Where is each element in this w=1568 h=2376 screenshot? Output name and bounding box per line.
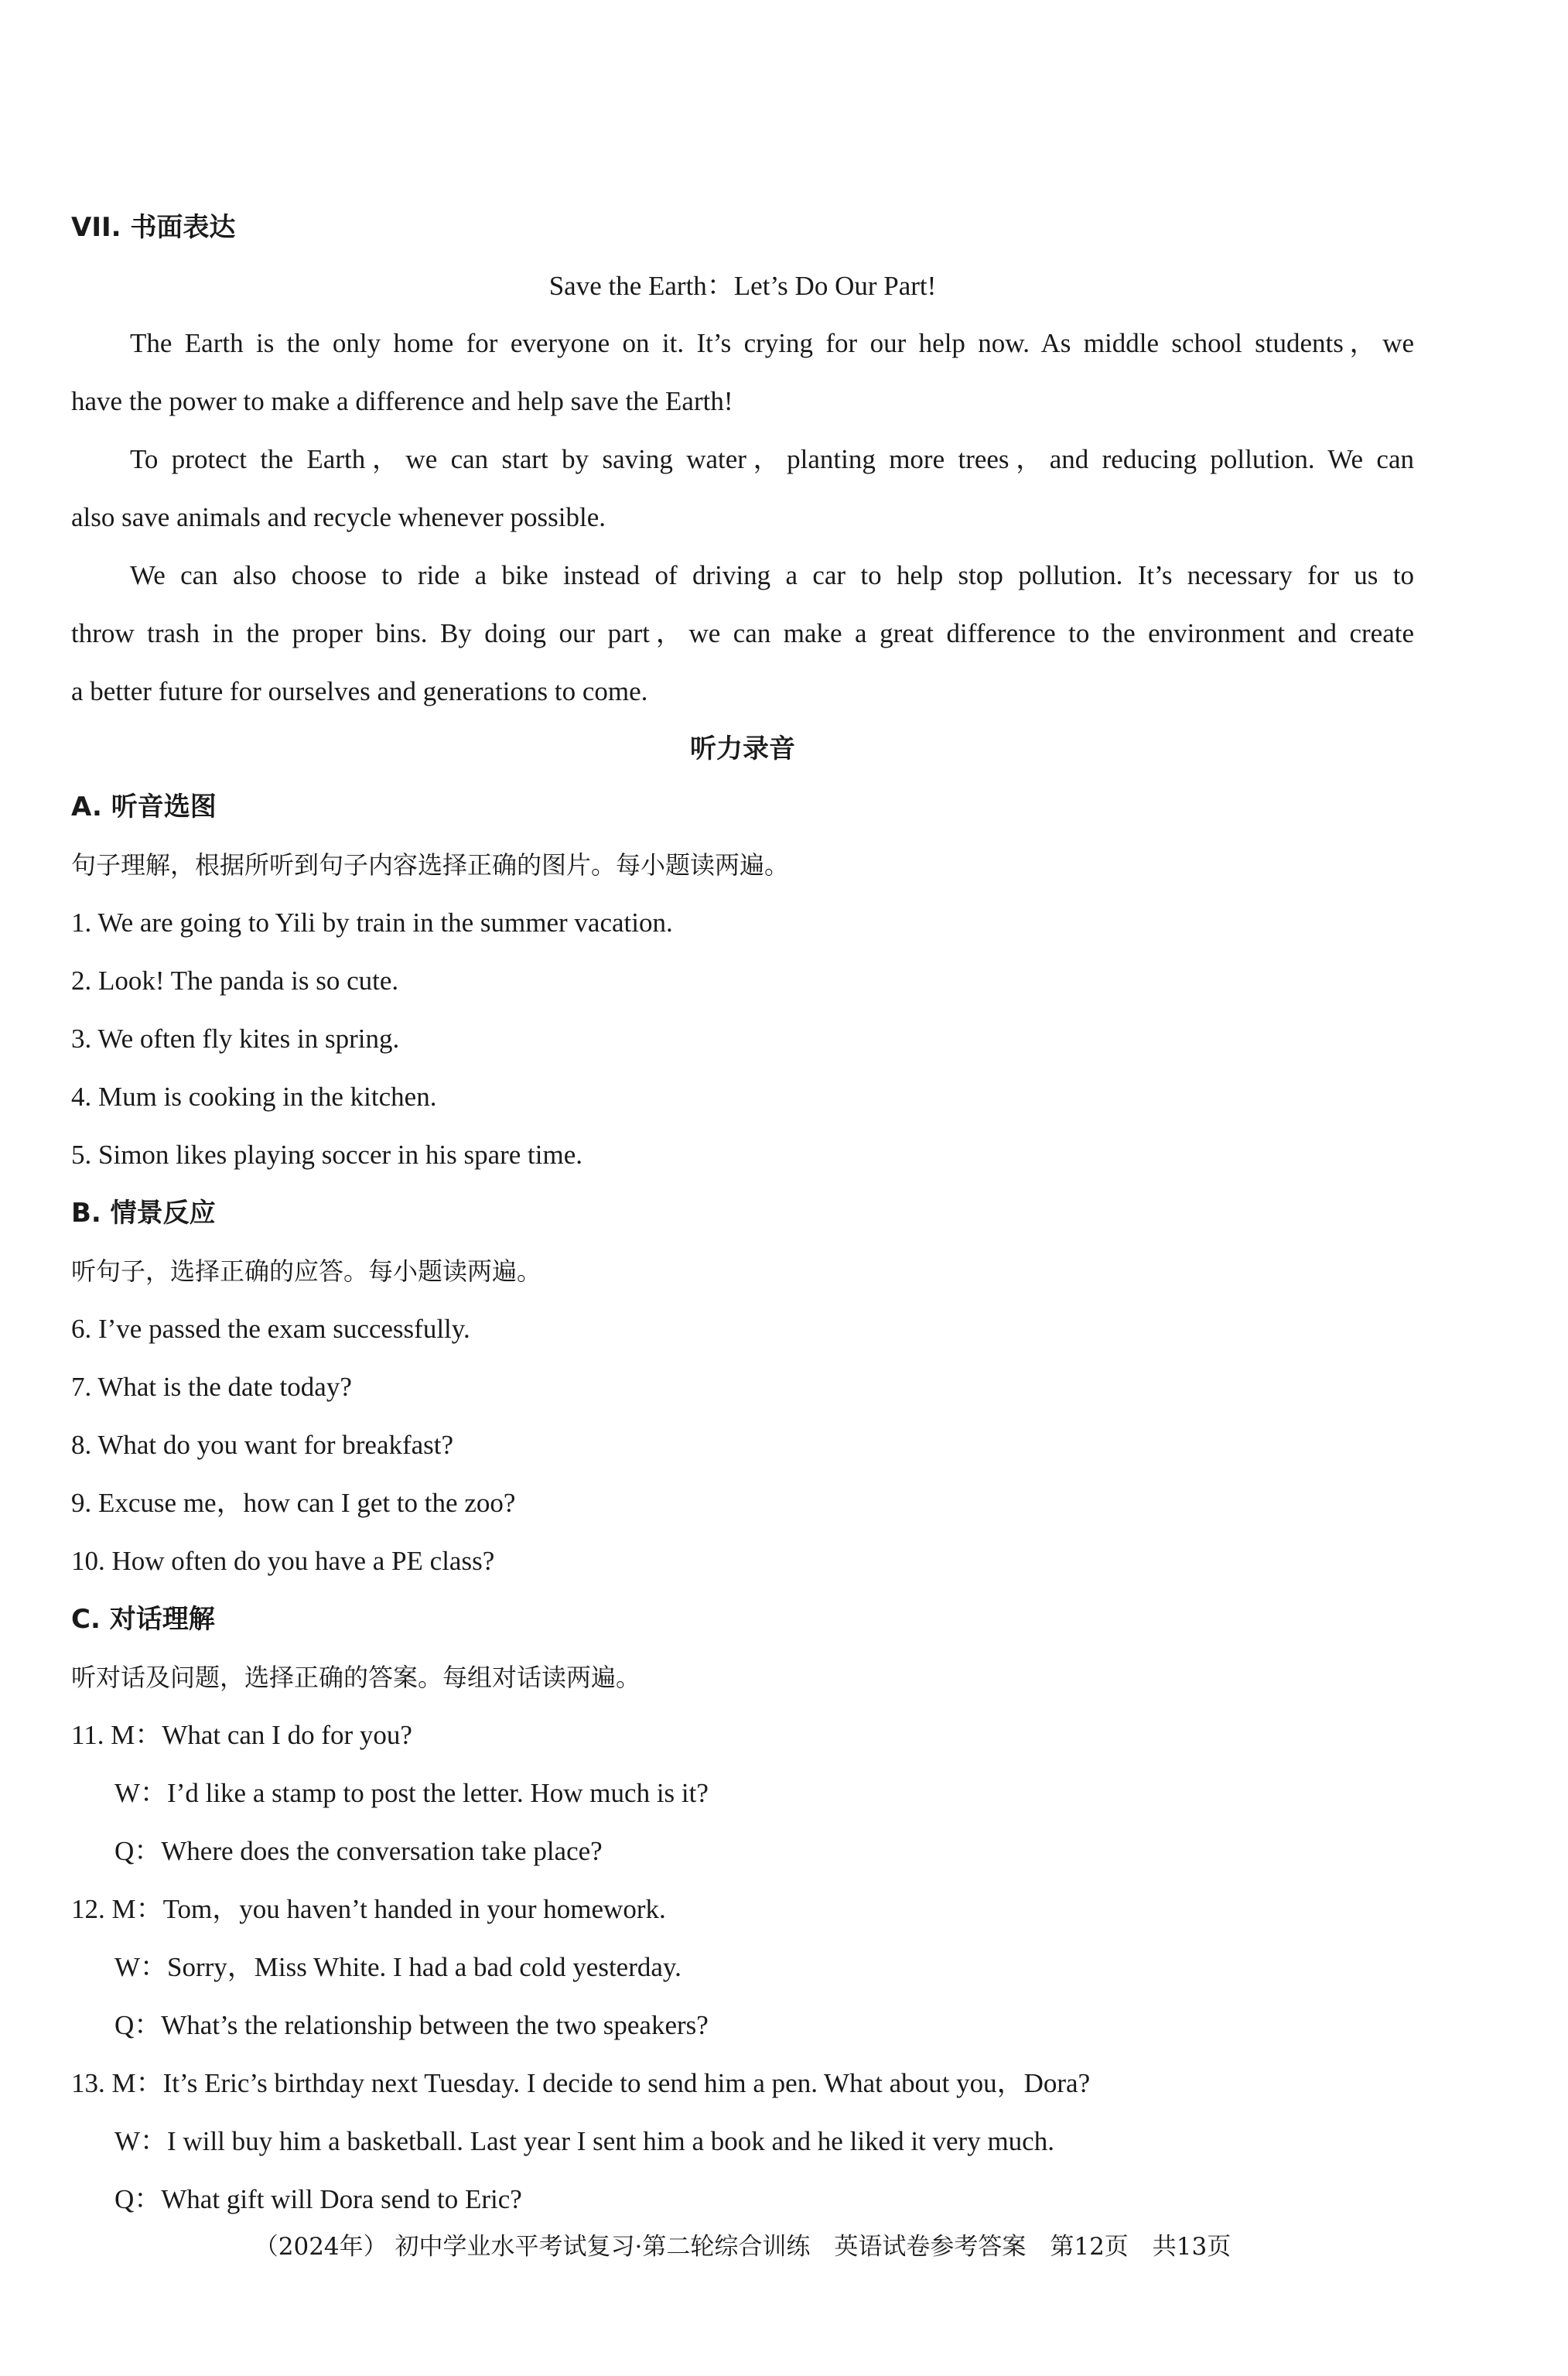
essay-paragraph-2-line-1: To protect the Earth，we can start by saving water，planting more trees，and reducing pollution. We can <box>130 444 1414 474</box>
list-item: 1. We are going to Yili by train in the summer vacation. <box>71 908 673 938</box>
list-item: 7. What is the date today? <box>71 1372 352 1402</box>
essay-paragraph-3-line-2: throw trash in the proper bins. By doing our part，we can make a great difference to the environment and create <box>71 618 1414 648</box>
page-footer: （2024年） 初中学业水平考试复习·第二轮综合训练 英语试卷参考答案 第12页 共13页 <box>254 2233 1232 2261</box>
list-item: 5. Simon likes playing soccer in his spare time. <box>71 1140 583 1170</box>
section-b-instruction: 听句子，选择正确的应答。每小题读两遍。 <box>71 1256 542 1286</box>
writing-section-title: VII. 书面表达 <box>71 212 236 243</box>
list-item: 8. What do you want for breakfast? <box>71 1430 454 1460</box>
dialogue-11-question: Q：Where does the conversation take place? <box>114 1836 603 1866</box>
list-item: 2. Look! The panda is so cute. <box>71 966 399 996</box>
dialogue-11-man: 11. M：What can I do for you? <box>71 1720 412 1750</box>
section-b-heading: B. 情景反应 <box>71 1198 216 1229</box>
list-item: 9. Excuse me，how can I get to the zoo? <box>71 1488 516 1518</box>
essay-paragraph-3-line-3: a better future for ourselves and generations to come. <box>71 676 648 706</box>
dialogue-12-question: Q：What’s the relationship between the two speakers? <box>114 2010 709 2040</box>
list-item: 10. How often do you have a PE class? <box>71 1546 495 1576</box>
essay-paragraph-1-line-1: The Earth is the only home for everyone on it. It’s crying for our help now. As middle school students，we <box>130 328 1414 358</box>
dialogue-13-man: 13. M：It’s Eric’s birthday next Tuesday. I decide to send him a pen. What about you，Dora? <box>71 2068 1091 2098</box>
dialogue-13-woman: W：I will buy him a basketball. Last year I sent him a book and he liked it very much. <box>114 2126 1054 2156</box>
dialogue-13-question: Q：What gift will Dora send to Eric? <box>114 2184 522 2214</box>
essay-paragraph-2-line-2: also save animals and recycle whenever possible. <box>71 502 606 532</box>
section-c-instruction: 听对话及问题，选择正确的答案。每组对话读两遍。 <box>71 1663 641 1692</box>
dialogue-12-woman: W：Sorry，Miss White. I had a bad cold yesterday. <box>114 1952 682 1982</box>
listening-title: 听力录音 <box>690 733 795 764</box>
list-item: 4. Mum is cooking in the kitchen. <box>71 1082 437 1112</box>
list-item: 6. I’ve passed the exam successfully. <box>71 1314 470 1344</box>
essay-paragraph-1-line-2: have the power to make a difference and help save the Earth! <box>71 386 733 416</box>
section-a-heading: A. 听音选图 <box>71 791 217 822</box>
section-a-instruction: 句子理解，根据所听到句子内容选择正确的图片。每小题读两遍。 <box>71 850 790 880</box>
essay-title: Save the Earth：Let’s Do Our Part! <box>548 271 937 301</box>
list-item: 3. We often fly kites in spring. <box>71 1024 400 1054</box>
dialogue-12-man: 12. M：Tom，you haven’t handed in your homework. <box>71 1894 666 1924</box>
dialogue-11-woman: W：I’d like a stamp to post the letter. How much is it? <box>114 1778 709 1808</box>
section-c-heading: C. 对话理解 <box>71 1604 215 1635</box>
essay-paragraph-3-line-1: We can also choose to ride a bike instead of driving a car to help stop pollution. It’s necessary for us to <box>130 560 1414 590</box>
